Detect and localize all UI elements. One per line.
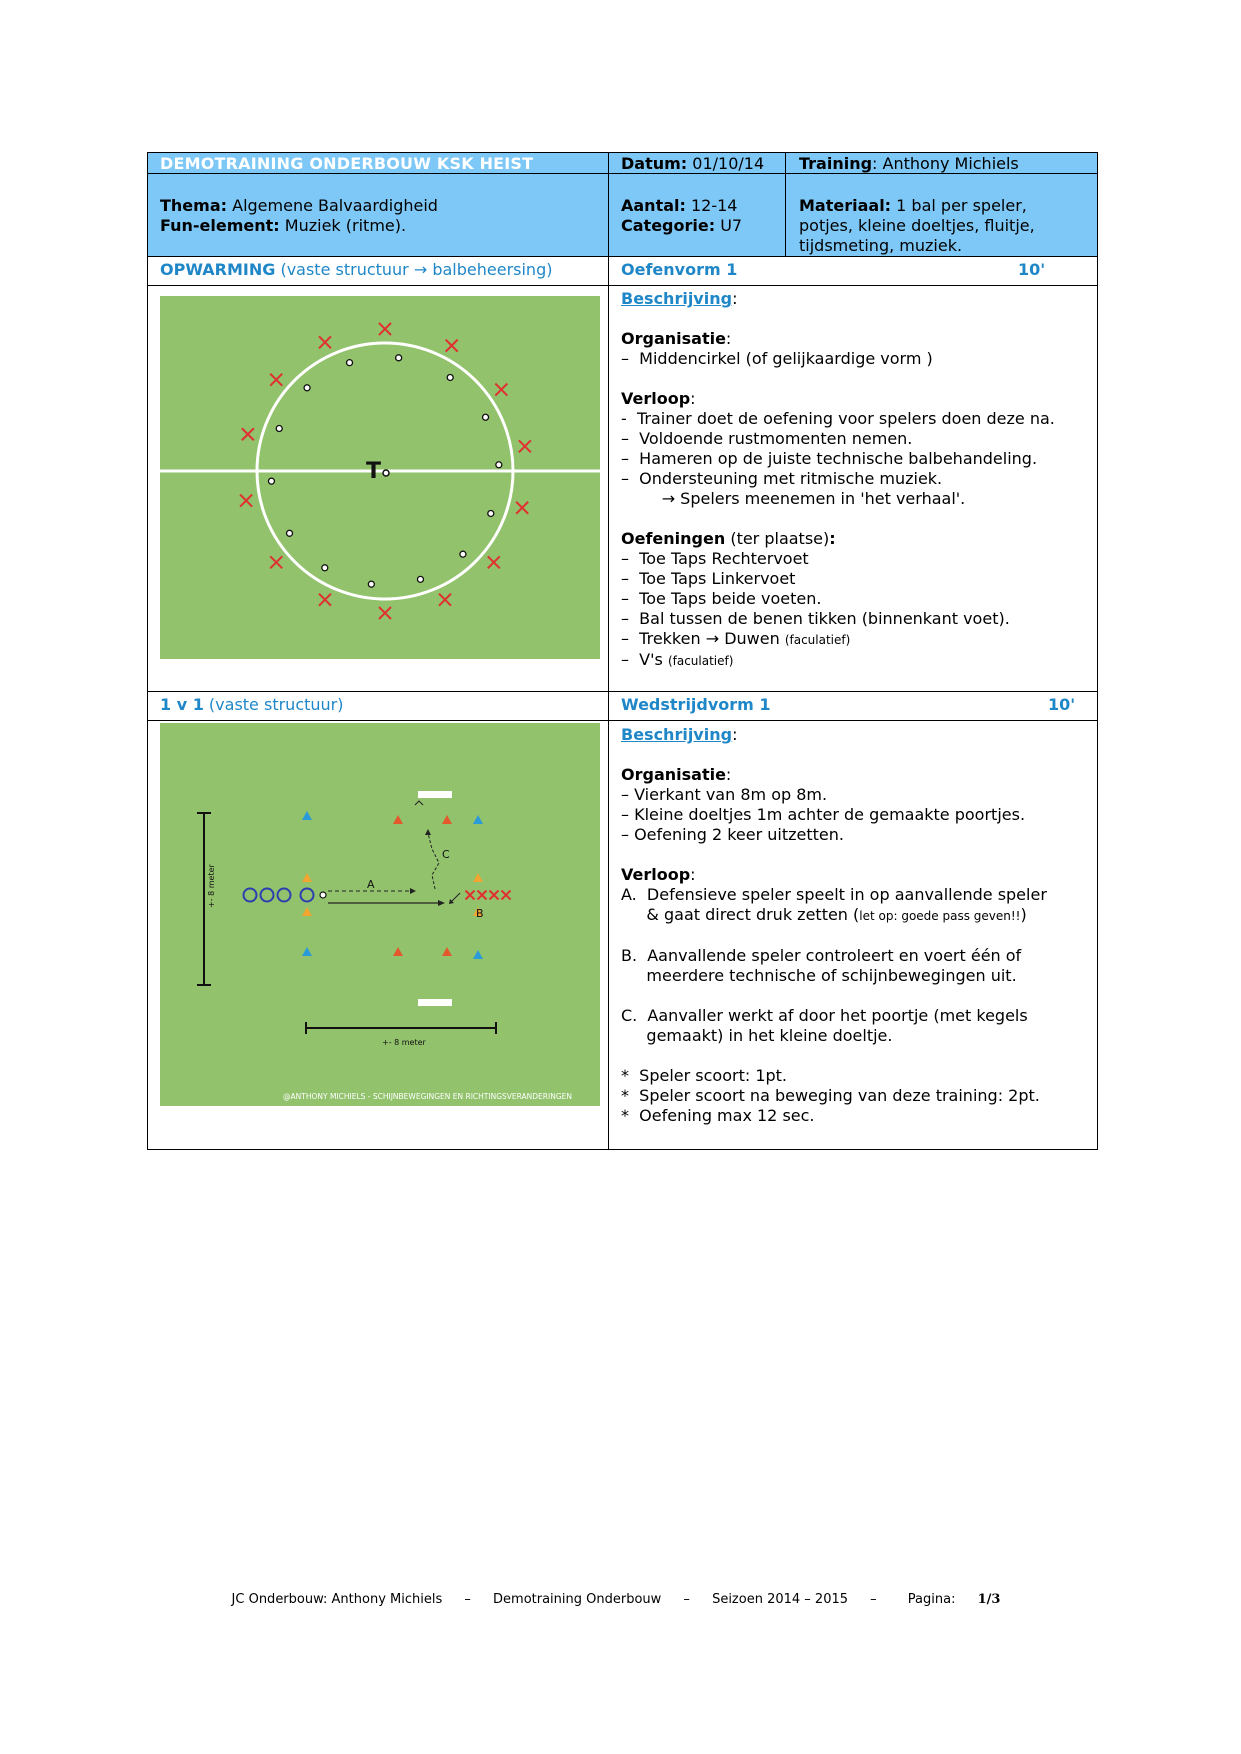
section2-description (621, 725, 1091, 1126)
paren: ) (1020, 905, 1027, 924)
oefening-item: – Toe Taps beide voeten. (621, 589, 822, 608)
footer-separator: – (870, 1592, 877, 1607)
ball (460, 551, 466, 557)
section1-duration: 10' (1018, 260, 1046, 279)
section2-title-rest: (vaste structuur) (203, 695, 344, 714)
thema-value: Algemene Balvaardigheid (227, 196, 438, 215)
ball (417, 576, 423, 582)
row-divider (148, 256, 1097, 257)
beschrijving-link[interactable]: Beschrijving (621, 289, 733, 308)
pitch-background (160, 723, 600, 1106)
ball (347, 360, 353, 366)
verloop-item-a: & gaat direct druk zetten ( (621, 905, 860, 924)
faculatief-note: (faculatief) (667, 654, 734, 668)
row-divider (148, 720, 1097, 721)
materiaal-line: tijdsmeting, muziek. (799, 236, 963, 255)
label-a: A (367, 878, 375, 891)
beschrijving-link[interactable]: Beschrijving (621, 725, 733, 744)
faculatief-note: (faculatief) (784, 633, 851, 647)
row-divider (148, 285, 1097, 286)
ball (320, 892, 326, 898)
goal-top (418, 791, 452, 798)
fun-value: Muziek (ritme). (279, 216, 407, 235)
materiaal-line: potjes, kleine doeltjes, fluitje, (799, 216, 1035, 235)
organisatie-item: – Middencirkel (of gelijkaardige vorm ) (621, 349, 933, 368)
section1-title-rest: (vaste structuur → balbeheersing) (275, 260, 553, 279)
organisatie-label: Organisatie (621, 329, 726, 348)
aantal-label: Aantal: (621, 196, 686, 215)
label-c: C (442, 848, 450, 861)
footer-page (899, 1592, 1010, 1607)
categorie-value: U7 (715, 216, 743, 235)
verloop-item-a: A. Defensieve speler speelt in op aanvallende speler (621, 885, 1047, 904)
score-rule: * Speler scoort: 1pt. (621, 1066, 788, 1085)
colon: : (732, 289, 738, 308)
fun-label: Fun-element: (160, 216, 280, 235)
datum-value: 01/10/14 (687, 154, 765, 173)
section2-title (160, 695, 343, 715)
footer-club: JC Onderbouw: Anthony Michiels (231, 1592, 443, 1607)
verloop-item-c: C. Aanvaller werkt af door het poortje (met kegels (621, 1006, 1028, 1025)
section2-duration: 10' (1048, 695, 1076, 714)
footer-page-value: 1/3 (977, 1592, 1001, 1607)
ball (483, 414, 489, 420)
horizontal-measure-label: +- 8 meter (382, 1038, 426, 1047)
footer-season: Seizoen 2014 – 2015 (712, 1592, 849, 1607)
verloop-item: → Spelers meenemen in 'het verhaal'. (621, 489, 966, 508)
training-value: : Anthony Michiels (872, 154, 1019, 173)
verloop-item: – Ondersteuning met ritmische muziek. (621, 469, 943, 488)
footer-separator: – (683, 1592, 690, 1607)
document-title: DEMOTRAINING ONDERBOUW KSK HEIST (160, 154, 534, 173)
training-table (147, 152, 1098, 1150)
colon: : (829, 529, 836, 548)
training (799, 154, 1019, 174)
ball (287, 530, 293, 536)
verloop-label: Verloop (621, 865, 691, 884)
oefeningen-label: Oefeningen (621, 529, 726, 548)
circle-drill-diagram (160, 296, 600, 659)
verloop-item-c: gemaakt) in het kleine doeltje. (621, 1026, 893, 1045)
ball (276, 426, 282, 432)
materiaal-block (799, 196, 1035, 256)
verloop-item: - Trainer doet de oefening voor spelers doen deze na. (621, 409, 1055, 428)
aantal-value: 12-14 (685, 196, 738, 215)
header-divider (785, 153, 786, 256)
organisatie-item: – Oefening 2 keer uitzetten. (621, 825, 844, 844)
pass-note: let op: goede pass geven!! (859, 909, 1021, 923)
categorie-label: Categorie: (621, 216, 716, 235)
score-rule: * Speler scoort na beweging van deze training: 2pt. (621, 1086, 1040, 1105)
training-label: Training (799, 154, 873, 173)
column-divider (608, 153, 609, 1149)
section1-description (621, 289, 1091, 671)
datum-label: Datum: (621, 154, 688, 173)
trainer-label: T (366, 459, 382, 484)
oefeningen-rest: (ter plaatse) (725, 529, 830, 548)
ball (488, 510, 494, 516)
section1-vorm: Oefenvorm 1 (621, 260, 738, 279)
ball (268, 478, 274, 484)
organisatie-item: – Kleine doeltjes 1m achter de gemaakte poortjes. (621, 805, 1026, 824)
materiaal-line: 1 bal per speler, (891, 196, 1027, 215)
vertical-measure-label: +- 8 meter (207, 864, 216, 908)
thema-block (160, 196, 438, 236)
section1-title (160, 260, 552, 280)
colon: : (690, 865, 696, 884)
verloop-label: Verloop (621, 389, 691, 408)
ball (368, 581, 374, 587)
score-rule: * Oefening max 12 sec. (621, 1106, 815, 1125)
aantal-block (621, 196, 742, 236)
section2-vorm: Wedstrijdvorm 1 (621, 695, 771, 714)
oefening-item: – Bal tussen de benen tikken (binnenkant voet). (621, 609, 1010, 628)
oefening-item: – Toe Taps Rechtervoet (621, 549, 809, 568)
colon: : (725, 329, 732, 348)
trainer-ball (383, 470, 389, 476)
verloop-item-b: B. Aanvallende speler controleert en voert één of (621, 946, 1022, 965)
row-divider (148, 691, 1097, 692)
verloop-item: – Voldoende rustmomenten nemen. (621, 429, 913, 448)
ball (322, 565, 328, 571)
footer-page-label: Pagina: (907, 1592, 960, 1607)
one-v-one-diagram (160, 723, 600, 1106)
oefening-item: – V's (621, 650, 668, 669)
ball (496, 462, 502, 468)
colon: : (725, 765, 732, 784)
footer-doc: Demotraining Onderbouw (493, 1592, 662, 1607)
label-b: B (476, 907, 484, 920)
verloop-item: – Hameren op de juiste technische balbehandeling. (621, 449, 1038, 468)
organisatie-item: – Vierkant van 8m op 8m. (621, 785, 828, 804)
diagram-credit: @ANTHONY MICHIELS - SCHIJNBEWEGINGEN EN RICHTINGSVERANDERINGEN (283, 1092, 572, 1101)
page-footer (0, 1592, 1241, 1607)
section2-title-bold: 1 v 1 (160, 695, 204, 714)
ball (396, 355, 402, 361)
colon: : (690, 389, 696, 408)
organisatie-label: Organisatie (621, 765, 726, 784)
materiaal-label: Materiaal: (799, 196, 892, 215)
section1-title-bold: OPWARMING (160, 260, 276, 279)
oefening-item: – Trekken → Duwen (621, 629, 785, 648)
verloop-item-b: meerdere technische of schijnbewegingen uit. (621, 966, 1017, 985)
datum (621, 154, 764, 174)
goal-bottom (418, 999, 452, 1006)
ball (447, 374, 453, 380)
ball (304, 385, 310, 391)
thema-label: Thema: (160, 196, 228, 215)
oefening-item: – Toe Taps Linkervoet (621, 569, 796, 588)
footer-separator: – (464, 1592, 471, 1607)
colon: : (732, 725, 738, 744)
